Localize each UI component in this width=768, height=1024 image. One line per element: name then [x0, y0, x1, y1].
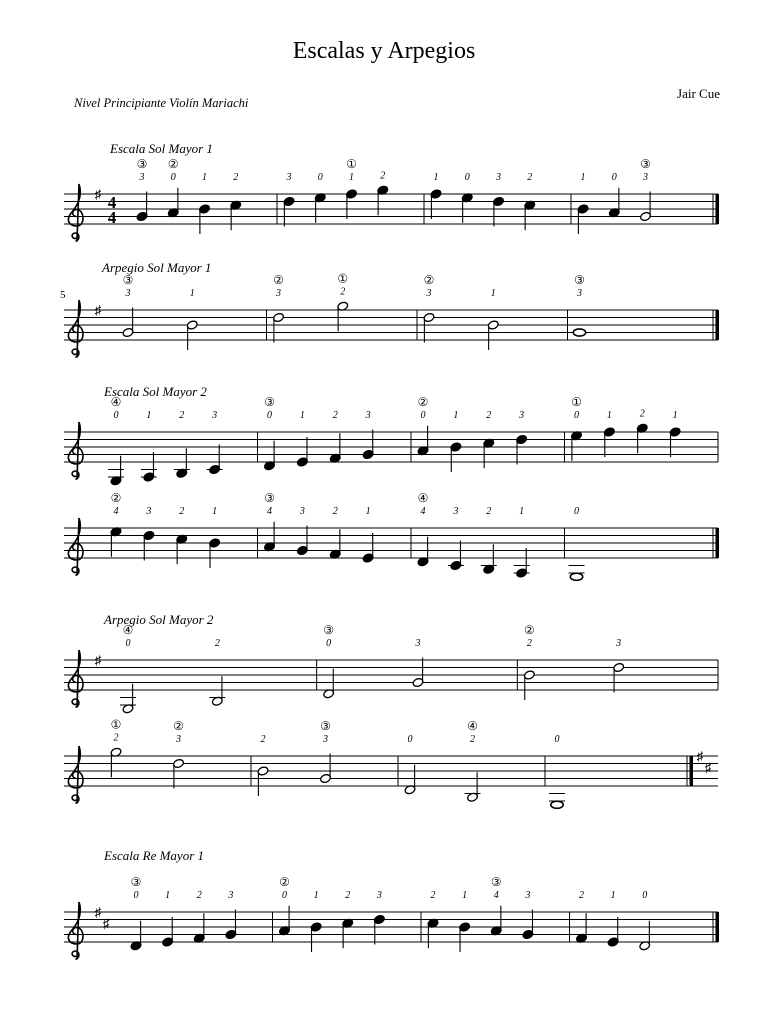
fingering-label: 2 — [332, 410, 338, 421]
fingering-label: 0 — [113, 410, 119, 421]
fingering-label: 0 — [407, 734, 413, 745]
fingering-label: 3 — [365, 410, 371, 421]
final-barline — [716, 912, 720, 942]
fingering-label: 3 — [496, 172, 501, 183]
fingering-label: 3 — [616, 638, 622, 649]
fingering-label: 3 — [519, 410, 525, 421]
final-barline — [716, 194, 720, 224]
time-signature: 4 — [107, 193, 117, 212]
fingering-label: 1 — [349, 172, 354, 183]
fingering-label: 2 — [527, 172, 533, 183]
treble-clef-icon — [68, 184, 83, 241]
fingering-label: 1 — [165, 890, 171, 901]
fingering-label: 1 — [365, 506, 371, 517]
fingering-label: 2 — [179, 410, 185, 421]
fingering-label: 3 — [453, 506, 459, 517]
string-number-label: ③ — [574, 273, 585, 287]
fingering-label: 4 — [267, 506, 272, 517]
fingering-label: 0 — [574, 506, 579, 517]
sharp-icon: ♯ — [704, 759, 712, 775]
fingering-label: 3 — [212, 410, 218, 421]
string-number-label: ③ — [490, 875, 502, 889]
fingering-label: 3 — [643, 172, 648, 183]
fingering-label: 2 — [430, 890, 436, 901]
string-number-label: ③ — [264, 491, 275, 505]
subtitle: Nivel Principiante Violín Mariachi — [74, 96, 249, 110]
fingering-label: 3 — [525, 890, 531, 901]
fingering-label: 1 — [313, 890, 319, 901]
treble-clef-icon — [68, 518, 83, 575]
final-barline — [716, 528, 720, 558]
fingering-label: 1 — [202, 172, 207, 183]
string-number-label: ③ — [264, 395, 275, 409]
string-number-label: ② — [273, 273, 284, 287]
string-number-label: ④ — [417, 491, 429, 505]
treble-clef-icon — [68, 902, 83, 959]
fingering-label: 2 — [345, 890, 351, 901]
page-title: Escalas y Arpegios — [292, 38, 476, 64]
composer: Jair Cue — [677, 86, 720, 101]
fingering-label: 1 — [490, 288, 496, 299]
fingering-label: 3 — [426, 288, 432, 299]
fingering-label: 3 — [299, 506, 305, 517]
fingering-label: 0 — [554, 734, 560, 745]
string-number-label: ④ — [122, 623, 134, 637]
fingering-label: 1 — [146, 410, 152, 421]
fingering-label: 0 — [420, 410, 426, 421]
fingering-label: 4 — [113, 506, 119, 517]
fingering-label: 0 — [267, 410, 272, 421]
fingering-label: 2 — [214, 638, 220, 649]
fingering-label: 0 — [282, 890, 287, 901]
sharp-icon: ♯ — [94, 904, 102, 920]
measure-number: 5 — [60, 289, 66, 301]
fingering-label: 1 — [519, 506, 525, 517]
fingering-label: 0 — [317, 172, 323, 183]
treble-clef-icon — [68, 746, 83, 803]
string-number-label: ④ — [467, 719, 478, 733]
string-number-label: ③ — [640, 157, 651, 171]
fingering-label: 2 — [113, 732, 119, 744]
section-title: Arpegio Sol Mayor 1 — [102, 260, 212, 275]
fingering-label: 2 — [233, 172, 239, 183]
string-number-label: ④ — [110, 395, 122, 409]
fingering-label: 3 — [415, 638, 421, 649]
string-number-label: ① — [346, 157, 357, 171]
string-number-label: ③ — [323, 623, 335, 637]
string-number-label: ② — [167, 157, 179, 171]
time-signature: 4 — [107, 208, 117, 227]
fingering-label: 2 — [260, 734, 266, 745]
fingering-label: 2 — [639, 408, 645, 420]
section-title: Escala Sol Mayor 2 — [104, 384, 207, 399]
sharp-icon: ♯ — [94, 186, 102, 202]
fingering-label: 3 — [125, 288, 131, 299]
fingering-label: 3 — [577, 288, 582, 299]
fingering-label: 1 — [672, 410, 678, 421]
fingering-label: 1 — [433, 172, 439, 183]
fingering-label: 1 — [580, 172, 586, 183]
string-number-label: ② — [423, 273, 435, 287]
fingering-label: 3 — [139, 172, 145, 183]
string-number-label: ② — [417, 395, 429, 409]
fingering-label: 1 — [212, 506, 218, 517]
fingering-label: 1 — [606, 410, 612, 421]
fingering-label: 1 — [462, 890, 468, 901]
fingering-label: 0 — [326, 638, 332, 649]
fingering-label: 3 — [276, 288, 281, 299]
fingering-label: 0 — [170, 172, 176, 183]
treble-clef-icon — [68, 300, 83, 357]
string-number-label: ③ — [122, 273, 134, 287]
fingering-label: 4 — [420, 506, 426, 517]
string-number-label: ③ — [130, 875, 142, 889]
treble-clef-icon — [68, 650, 83, 707]
section-title: Escala Sol Mayor 1 — [110, 141, 213, 156]
fingering-label: 1 — [610, 890, 616, 901]
fingering-label: 3 — [228, 890, 234, 901]
fingering-label: 3 — [376, 890, 382, 901]
fingering-label: 0 — [642, 890, 648, 901]
fingering-label: 2 — [470, 734, 475, 745]
fingering-label: 2 — [340, 286, 346, 298]
string-number-label: ① — [110, 717, 122, 732]
fingering-label: 0 — [133, 890, 139, 901]
fingering-label: 1 — [299, 410, 305, 421]
fingering-label: 2 — [332, 506, 338, 517]
fingering-label: 2 — [486, 410, 492, 421]
section-title: Arpegio Sol Mayor 2 — [104, 612, 214, 627]
sharp-icon: ♯ — [696, 748, 704, 764]
treble-clef-icon — [68, 422, 83, 479]
string-number-label: ① — [571, 395, 582, 409]
final-barline — [716, 310, 720, 340]
fingering-label: 0 — [611, 172, 617, 183]
string-number-label: ② — [173, 719, 184, 733]
note-head — [551, 801, 563, 808]
fingering-label: 1 — [453, 410, 459, 421]
fingering-label: 0 — [125, 638, 131, 649]
string-number-label: ② — [523, 623, 535, 637]
fingering-label: 2 — [380, 170, 386, 182]
string-number-label: ① — [337, 271, 349, 286]
fingering-label: 3 — [323, 734, 328, 745]
section-title: Escala Re Mayor 1 — [104, 848, 205, 863]
fingering-label: 2 — [196, 890, 202, 901]
string-number-label: ② — [110, 491, 122, 505]
string-number-label: ③ — [320, 719, 331, 733]
fingering-label: 2 — [179, 506, 185, 517]
fingering-label: 0 — [574, 410, 579, 421]
fingering-label: 2 — [486, 506, 492, 517]
fingering-label: 1 — [189, 288, 195, 299]
note-head — [573, 329, 585, 336]
sharp-icon: ♯ — [102, 915, 110, 931]
fingering-label: 2 — [526, 638, 532, 649]
fingering-label: 3 — [176, 734, 181, 745]
sharp-icon: ♯ — [94, 302, 102, 318]
string-number-label: ③ — [136, 157, 148, 171]
sharp-icon: ♯ — [94, 652, 102, 668]
fingering-label: 3 — [146, 506, 152, 517]
final-barline — [690, 756, 694, 786]
fingering-label: 3 — [286, 172, 292, 183]
fingering-label: 2 — [579, 890, 584, 901]
fingering-label: 4 — [493, 890, 499, 901]
string-number-label: ② — [279, 875, 290, 889]
fingering-label: 0 — [464, 172, 470, 183]
note-head — [570, 573, 582, 580]
